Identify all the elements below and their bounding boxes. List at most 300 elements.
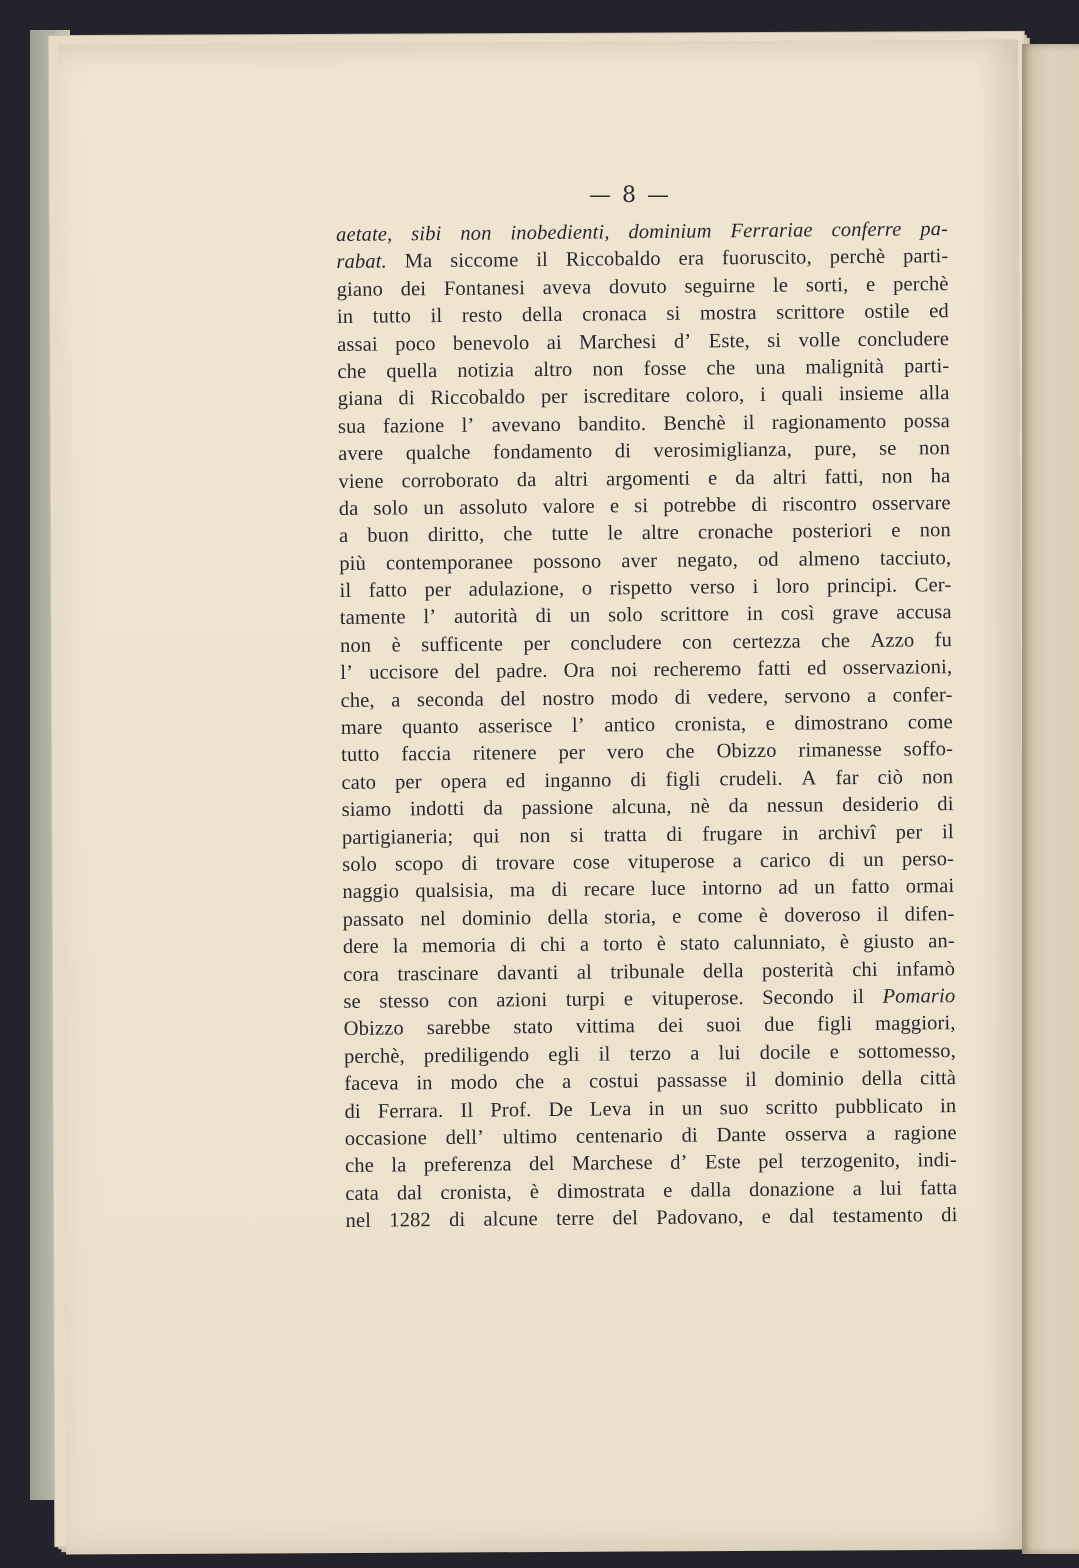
word: diritto, <box>427 523 485 547</box>
word: Riccobaldo <box>430 386 526 410</box>
word: pubblicato <box>834 1094 924 1118</box>
word: figli <box>665 768 701 791</box>
word: più <box>339 552 367 575</box>
word: non <box>339 634 372 657</box>
word: an- <box>928 930 955 953</box>
word: cronista, <box>674 713 747 736</box>
word: il <box>339 579 352 603</box>
word: alla <box>919 382 950 405</box>
word: l’ <box>423 606 437 629</box>
word: malignità <box>805 355 885 379</box>
word: è <box>839 931 850 954</box>
word: non <box>919 519 951 542</box>
word: fu <box>934 628 953 652</box>
word: da <box>728 795 749 818</box>
word: alcuna, <box>611 796 672 819</box>
word: ed <box>806 657 827 680</box>
word: un <box>423 496 445 520</box>
word: infamò <box>896 957 956 981</box>
word: da <box>516 468 537 491</box>
word: solo <box>373 497 409 520</box>
word: adulazione, <box>468 577 565 601</box>
word: per <box>558 742 586 765</box>
word: egli <box>548 1043 580 1066</box>
word: loro <box>775 575 810 598</box>
text-line <box>338 463 950 496</box>
word: quali <box>781 383 824 407</box>
word: il <box>876 903 889 926</box>
word: uccisore <box>369 661 439 684</box>
word: con <box>447 989 478 1012</box>
word: possa <box>903 409 950 433</box>
word: naggio <box>342 880 400 904</box>
word: a <box>391 689 401 712</box>
word: trovare <box>495 851 555 875</box>
word: quanto <box>401 715 459 739</box>
word: e <box>829 1040 840 1064</box>
word: prediligendo <box>423 1043 530 1067</box>
word: e <box>891 519 901 542</box>
word: passato <box>342 908 405 931</box>
word: benevolo <box>452 331 530 355</box>
word: dell’ <box>445 1126 485 1149</box>
word: bandito. <box>578 412 647 436</box>
word: modo <box>610 686 659 710</box>
word: di <box>398 387 415 410</box>
word: nè <box>690 795 711 818</box>
word: dei <box>657 1015 684 1038</box>
word: De <box>548 1098 573 1121</box>
word: l’ <box>571 714 585 737</box>
word: cora <box>343 963 380 986</box>
word: di <box>828 849 846 872</box>
page-number: — 8 — <box>589 183 671 208</box>
word: Pomario <box>882 985 956 1008</box>
word: dal <box>788 1205 815 1228</box>
word: chi <box>852 958 878 981</box>
word: soffo- <box>903 738 954 761</box>
word: avevano <box>491 413 562 437</box>
word: pure, <box>814 438 857 461</box>
word: parti- <box>902 245 949 268</box>
word: il <box>430 305 443 328</box>
word: di <box>674 686 692 709</box>
word: fatto <box>851 876 890 899</box>
word: memoria <box>421 934 497 958</box>
word: argomenti <box>605 467 691 490</box>
word: se <box>878 437 897 460</box>
text-line <box>345 1147 957 1180</box>
word: e <box>865 273 876 296</box>
word: i <box>759 384 766 407</box>
word: non <box>519 824 551 847</box>
word: della <box>547 906 589 929</box>
word: non <box>921 765 954 789</box>
word: costui <box>588 1070 640 1093</box>
word: asserisce <box>478 714 553 738</box>
word: il <box>745 1069 757 1092</box>
word: che <box>515 1071 545 1094</box>
word: siamo <box>341 798 392 822</box>
word: di <box>941 1204 958 1227</box>
word: in <box>416 1072 433 1095</box>
word: giano <box>336 278 384 301</box>
word: assoluto <box>459 496 528 519</box>
word: terre <box>555 1207 595 1230</box>
word: perchè <box>829 246 886 269</box>
word: archivî <box>818 821 877 844</box>
word: il <box>598 1043 611 1066</box>
word: di <box>681 1124 698 1147</box>
word: di <box>630 768 647 792</box>
word: alcune <box>483 1208 538 1231</box>
word: e <box>708 466 718 489</box>
word: verso <box>689 576 736 599</box>
word: a <box>732 850 743 873</box>
word: trascinare <box>397 962 479 985</box>
word: A <box>801 767 817 790</box>
word: inobedienti, <box>510 221 610 245</box>
word: da <box>483 797 503 820</box>
word: od <box>757 548 779 571</box>
word: della <box>861 1067 903 1091</box>
word: noi <box>610 659 638 682</box>
word: dere <box>342 935 379 959</box>
word: si <box>570 824 585 847</box>
word: sarebbe <box>426 1016 491 1040</box>
word: di <box>614 440 632 463</box>
word: dimostrata <box>556 1179 646 1203</box>
word: della <box>521 304 563 327</box>
text-line <box>342 873 954 906</box>
word: partigianeria; <box>341 825 454 849</box>
word: maggiori, <box>875 1012 956 1036</box>
word: tamente <box>339 606 406 630</box>
word: per <box>523 632 551 656</box>
word: pa- <box>920 218 949 241</box>
word: tratta <box>603 823 647 847</box>
word: di <box>751 493 768 516</box>
word: Padovano, <box>656 1206 744 1230</box>
word: Leva <box>589 1097 632 1121</box>
word: non <box>592 358 624 381</box>
word: Ferrariae <box>730 219 813 243</box>
word: avere <box>338 442 384 466</box>
word: in <box>648 1097 665 1120</box>
word: certezza <box>732 630 801 654</box>
word: vituperose <box>627 850 715 874</box>
word: recheremo <box>653 658 742 682</box>
word: fuoruscito, <box>721 246 812 270</box>
word: al <box>576 961 593 984</box>
word: che <box>503 523 533 546</box>
word: che <box>337 360 367 383</box>
word: far <box>835 766 859 790</box>
word: dovuto <box>608 275 667 299</box>
word: dominio <box>461 906 532 930</box>
word: Ma <box>404 250 433 273</box>
word: faceva <box>344 1072 399 1096</box>
word: conferre <box>831 218 902 242</box>
word: concludere <box>570 631 662 655</box>
word: nostro <box>542 687 595 710</box>
word: parti- <box>903 355 950 378</box>
word: di <box>666 823 683 846</box>
word: in <box>746 603 764 626</box>
word: o <box>581 577 593 600</box>
word: a <box>579 933 590 956</box>
word: 1282 <box>389 1209 431 1232</box>
word: passasse <box>656 1069 728 1093</box>
word: ma <box>509 879 536 902</box>
word: a <box>561 1070 572 1093</box>
word: di <box>509 934 527 957</box>
word: almeno <box>798 547 861 571</box>
word: tacciuto, <box>879 546 952 570</box>
word: sorti, <box>805 273 849 297</box>
word: suoi <box>706 1014 742 1037</box>
word: occasione <box>344 1127 428 1150</box>
word: ormai <box>905 875 955 898</box>
word: non <box>460 222 492 245</box>
word: dalla <box>690 1178 732 1202</box>
text-line <box>340 654 952 687</box>
word: siccome <box>450 249 519 273</box>
word: corroborato <box>401 468 499 492</box>
word: calunniato, <box>733 931 826 955</box>
word: Ferrara. <box>377 1099 444 1123</box>
word: la <box>391 1154 407 1177</box>
word: per <box>424 578 452 602</box>
word: non <box>918 437 951 460</box>
word: crudeli. <box>719 767 783 791</box>
word: fatti, <box>824 465 864 488</box>
word: Secondo <box>762 986 834 1009</box>
word: opera <box>440 770 487 793</box>
word: di <box>551 879 568 902</box>
word: qualsisia, <box>415 879 494 903</box>
word: iscreditare <box>583 385 671 408</box>
word: donazione <box>748 1177 835 1201</box>
word: da <box>735 466 756 489</box>
word: sibi <box>411 222 442 246</box>
word: il <box>742 411 755 434</box>
word: Ora <box>563 659 595 683</box>
word: si <box>666 302 681 326</box>
word: a <box>852 1177 862 1200</box>
word: dominio <box>774 1068 845 1091</box>
word: principi. <box>826 574 898 598</box>
word: che, <box>340 689 375 712</box>
word: dei <box>400 277 427 301</box>
word: osservare <box>871 492 951 515</box>
word: azioni <box>496 988 548 1012</box>
word: Cer- <box>914 574 952 597</box>
word: terzogenito, <box>800 1149 901 1173</box>
word: aver <box>621 549 658 572</box>
word: fatta <box>919 1176 958 1200</box>
word: qui <box>472 825 500 848</box>
word: Riccobaldo <box>565 248 661 272</box>
word: posterità <box>761 958 834 982</box>
word: fondamento <box>492 440 593 464</box>
word: a <box>866 684 877 707</box>
word: sua <box>337 415 366 438</box>
word: Marchesi <box>579 330 657 354</box>
word: grave <box>832 602 879 625</box>
word: desiderio <box>842 793 919 817</box>
word: di <box>461 852 478 875</box>
word: chi <box>540 933 566 957</box>
word: Este <box>704 1151 741 1174</box>
word: due <box>764 1013 795 1037</box>
word: e <box>672 905 682 928</box>
word: Marchese <box>571 1152 653 1176</box>
word: vedere, <box>707 685 769 709</box>
word: assai <box>337 333 378 356</box>
word: l’ <box>340 662 354 685</box>
word: resto <box>461 304 503 327</box>
word: per <box>895 820 923 844</box>
word: ed <box>505 770 526 793</box>
word: per <box>540 386 568 409</box>
word: è <box>656 933 667 956</box>
word: cato <box>341 771 377 794</box>
word: rabat. <box>336 250 387 274</box>
word: Fontanesi <box>443 276 526 300</box>
word: modo <box>450 1071 498 1095</box>
word: potrebbe <box>663 494 737 517</box>
word: valore <box>542 495 595 518</box>
word: sufficente <box>421 633 504 657</box>
word: osservazioni, <box>842 656 953 680</box>
word: Dante <box>716 1123 767 1147</box>
word: ciò <box>877 766 904 789</box>
word: turpi <box>565 988 606 1011</box>
word: poco <box>395 332 436 355</box>
word: pel <box>758 1151 784 1174</box>
word: del <box>454 660 481 684</box>
word: un <box>681 1097 703 1120</box>
word: così <box>780 602 815 626</box>
word: verosimiglianza, <box>653 438 793 463</box>
word: e <box>623 988 634 1011</box>
word: ritenere <box>472 742 537 766</box>
word: qualche <box>405 441 471 465</box>
word: faccia <box>401 743 452 766</box>
word: che <box>821 629 851 653</box>
word: cose <box>572 851 610 874</box>
word: confer- <box>892 683 953 707</box>
word: antico <box>604 713 656 737</box>
word: è <box>391 634 401 657</box>
word: per <box>394 771 422 794</box>
word: fatti <box>757 657 792 681</box>
word: servono <box>784 684 851 708</box>
word: cronaca <box>582 303 648 326</box>
word: aveva <box>542 276 592 299</box>
word: Benchè <box>663 412 726 435</box>
word: non <box>881 464 913 488</box>
word: se <box>343 990 361 1013</box>
word: preferenza <box>423 1153 512 1177</box>
word: è <box>529 1180 540 1203</box>
word: il <box>852 985 865 1009</box>
word: scrittore <box>660 603 730 627</box>
word: a <box>690 1042 700 1065</box>
adjacent-page-edge <box>1022 44 1079 1554</box>
word: carico <box>759 849 812 872</box>
word: del <box>528 1153 555 1176</box>
word: i <box>752 576 759 599</box>
word: si <box>767 329 782 352</box>
word: con <box>682 631 713 654</box>
word: cronache <box>697 521 774 544</box>
word: un <box>569 605 591 628</box>
word: buon <box>367 524 410 548</box>
word: volle <box>798 328 841 352</box>
word: ostile <box>864 300 910 324</box>
text-line <box>344 1093 956 1126</box>
word: le <box>607 522 623 545</box>
word: in <box>336 306 354 329</box>
word: doveroso <box>784 903 861 927</box>
word: stato <box>513 1016 554 1039</box>
word: Azzo <box>870 629 915 652</box>
word: vittima <box>575 1015 636 1039</box>
word: perchè, <box>343 1045 405 1068</box>
word: fatto <box>368 579 408 602</box>
word: la <box>392 935 409 958</box>
word: vituperose. <box>651 987 744 1010</box>
word: e <box>663 1179 673 1202</box>
word: coloro, <box>685 384 745 407</box>
word: città <box>919 1067 957 1090</box>
word: altre <box>641 522 680 545</box>
word: scopo <box>394 852 444 876</box>
text-line <box>336 244 948 277</box>
word: lui <box>718 1041 741 1065</box>
word: d’ <box>670 1151 688 1175</box>
word: sottomesso, <box>857 1039 957 1063</box>
word: figli <box>817 1013 853 1036</box>
word: si <box>634 494 649 518</box>
word: tribunale <box>610 960 685 983</box>
word: dal <box>396 1181 423 1205</box>
word: docile <box>759 1041 811 1064</box>
word: che <box>706 357 736 380</box>
word: quella <box>386 359 438 383</box>
word: a <box>866 1122 876 1145</box>
word: aetate, <box>336 223 393 246</box>
word: torto <box>603 933 643 956</box>
word: stato <box>679 932 720 955</box>
word: inganno <box>544 769 612 792</box>
word: dimostrano <box>794 711 889 735</box>
word: di <box>937 793 954 816</box>
word: che <box>344 1154 375 1178</box>
word: passione <box>521 796 594 820</box>
word: Obizzo <box>716 740 777 763</box>
word: terzo <box>629 1042 672 1065</box>
word: mostra <box>699 302 757 325</box>
word: giusto <box>863 930 915 954</box>
word: dominium <box>628 220 712 244</box>
word: e <box>609 495 620 518</box>
word: un <box>863 848 885 871</box>
word: luce <box>650 878 686 901</box>
word: ai <box>546 331 562 354</box>
